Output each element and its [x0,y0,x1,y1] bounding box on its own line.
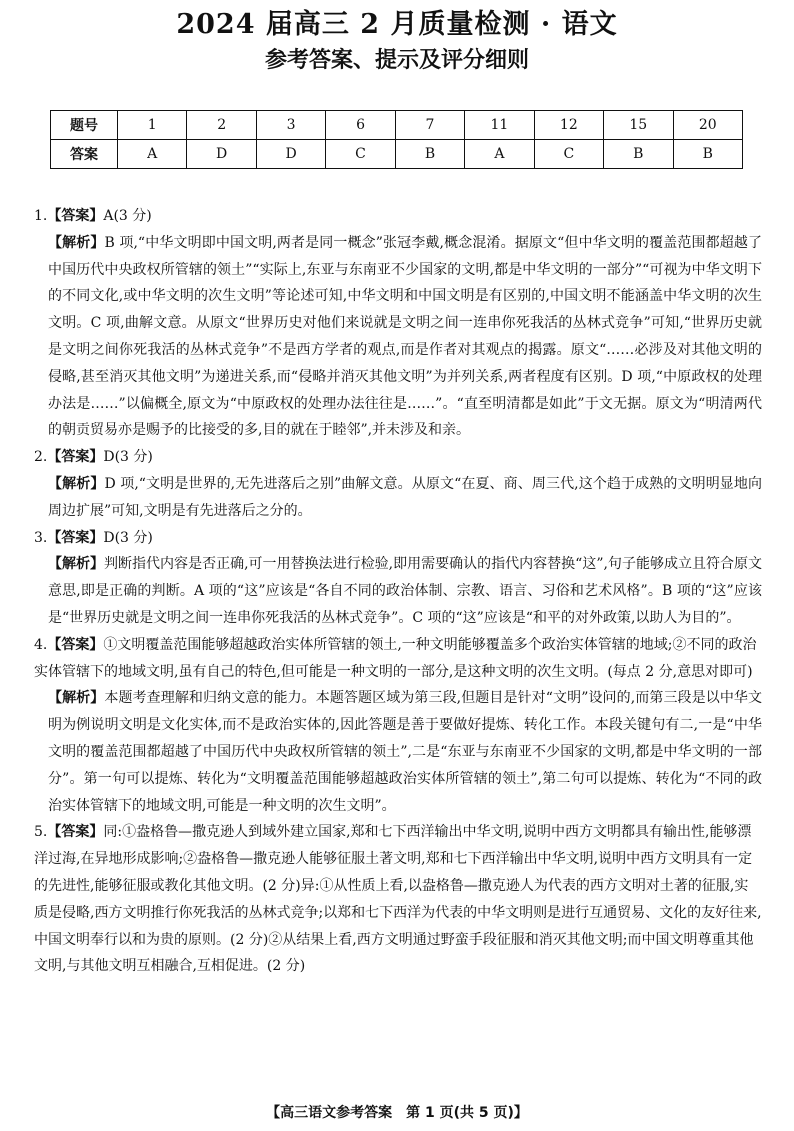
table-cell: 20 [673,111,743,140]
question-item-2 [34,444,762,524]
answer-text: ①文明覆盖范围能够超越政治实体所管辖的领土,一种文明能够覆盖多个政治实体管辖的地域;②不同的政治实体管辖下的地域文明,虽有自己的特色,但可能是一种文明的一部分,是这种文明的次生文明。(每点 2 分,意思对即可) [34,636,757,680]
table-header-answer: 答案 [51,140,118,169]
question-item-4 [34,632,762,820]
question-item-5 [34,819,762,980]
answer-text: A(3 分) [103,208,152,224]
question-number: 1. [34,208,48,224]
table-cell: 1 [118,111,187,140]
answer-text: D(3 分) [103,449,153,466]
analysis-tag: 【解析】 [48,475,105,492]
answer-line [34,632,762,686]
analysis-text: D 项,“文明是世界的,无先进落后之别”曲解文意。从原文“在夏、商、周三代,这个趋于成熟的文明明显地向周边扩展”可知,文明是有先进落后之分的。 [48,475,763,519]
answer-tag: 【答案】 [47,529,104,546]
table-cell: 12 [534,111,603,140]
analysis-tag: 【解析】 [48,690,105,707]
answer-table [50,110,743,169]
answer-tag: 【答案】 [47,824,104,841]
analysis-tag: 【解析】 [48,234,105,251]
answer-table-answer-row [51,140,743,169]
analysis-paragraph [34,471,762,525]
answer-tag: 【答案】 [47,449,104,466]
analysis-paragraph [34,230,762,444]
table-cell: C [534,140,603,169]
analysis-text: B 项,“中华文明即中国文明,两者是同一概念”张冠李戴,概念混淆。据原文“但中华文明的覆盖范围都超越了中国历代中央政权所管辖的领土”“实际上,东亚与东南亚不少国家的文明,都是中华文明的一部分”“可视为中华文明下的不同文化,或中华文明的次生文明”等论述可知,中华文明和中国文明是有区别的,中国文明不能涵盖中华文明的次生文明。C 项,曲解文意。从原文“世界历史对他们来说就是文明之间一连串你死我活的丛林式竞争”可知,“世界历史就是文明之间你死我活的丛林式竞争”不是西方学者的观点,而是作者对其观点的揭露。原文“……必涉及对其他文明的侵略,甚至消灭其他文明”为递进关系,而“侵略并消灭其他文明”为并列关系,两者程度有区别。D 项,“中原政权的处理办法是……”以偏概全,原文为“中原政权的处理办法往往是……”。“直至明清都是如此”于文无据。原文为“明清两代的朝贡贸易亦是赐予的比接受的多,目的就在于睦邻”,并未涉及和亲。 [48,234,763,439]
table-cell: B [673,140,743,169]
analysis-tag: 【解析】 [48,556,105,573]
table-cell: D [187,140,256,169]
table-cell: 6 [326,111,395,140]
table-cell: 11 [465,111,534,140]
question-number: 3. [34,529,48,546]
table-cell: 15 [604,111,673,140]
table-cell: A [465,140,534,169]
answer-line [34,819,762,980]
answer-text: D(3 分) [103,529,153,546]
table-cell: 2 [187,111,256,140]
analysis-text: 判断指代内容是否正确,可一用替换法进行检验,即用需要确认的指代内容替换“这”,句子能够成立且符合原文意思,即是正确的判断。A 项的“这”应该是“各自不同的政治体制、宗教、语言、习俗和艺术风格”。B 项的“这”应该是“世界历史就是文明之间一连串你死我活的丛林式竞争”。C 项的“这”应该是“和平的对外政策,以助人为目的”。 [48,556,762,626]
table-cell: 3 [256,111,325,140]
answer-line [34,444,762,471]
analysis-paragraph [34,685,762,819]
analysis-text: 本题考查理解和归纳文意的能力。本题答题区域为第三段,但题目是针对“文明”设问的,而第三段是以中华文明为例说明文明是文化实体,而不是政治实体的,因此答题是善于要做好提炼、转化工作。本段关键句有二,一是“中华文明的覆盖范围都超越了中国历代中央政权所管辖的领土”,二是“东亚与东南亚不少国家的文明,都是中华文明的一部分”。第一句可以提炼、转化为“文明覆盖范围能够超越政治实体所管辖的领土”,第二句可以提炼、转化为“不同的政治实体管辖下的地域文明,可能是一种文明的次生文明”。 [48,690,763,814]
table-cell: B [395,140,464,169]
table-cell: C [326,140,395,169]
answer-text: 同:①盎格鲁—撒克逊人到域外建立国家,郑和七下西洋输出中华文明,说明中西方文明都具有输出性,能够漂洋过海,在异地形成影响;②盎格鲁—撒克逊人能够征服土著文明,郑和七下西洋输出中华文明,说明中西方文明具有一定的先进性,能够征服或教化其他文明。(2 分)异:①从性质上看,以盎格鲁—撒克逊人为代表的西方文明对土著的征服,实质是侵略,西方文明推行你死我活的丛林式竞争;以郑和七下西洋为代表的中华文明则是进行互通贸易、文化的友好往来,中国文明奉行以和为贵的原则。(2 分)②从结果上看,西方文明通过野蛮手段征服和消灭其他文明;而中国文明尊重其他文明,与其他文明互相融合,互相促进。(2 分) [34,824,762,975]
table-cell: A [118,140,187,169]
answer-tag: 【答案】 [47,636,104,653]
analysis-paragraph [34,551,762,631]
table-header-number: 题号 [51,111,118,140]
question-item-1 [34,203,762,444]
question-number: 2. [34,449,48,466]
answer-tag: 【答案】 [47,208,104,224]
question-number: 4. [34,636,48,653]
answer-line [34,203,762,230]
page-subtitle: 参考答案、提示及评分细则 [264,48,529,73]
page-footer: 【高三语文参考答案 第 1 页(共 5 页)】 [266,1105,528,1121]
table-cell: B [604,140,673,169]
page-title: 2024 届高三 2 月质量检测 · 语文 [176,9,618,40]
answer-line [34,525,762,552]
answer-table-number-row [51,111,743,140]
table-cell: D [256,140,325,169]
table-cell: 7 [395,111,464,140]
question-item-3 [34,525,762,632]
question-number: 5. [34,824,48,841]
answer-content [34,203,762,980]
